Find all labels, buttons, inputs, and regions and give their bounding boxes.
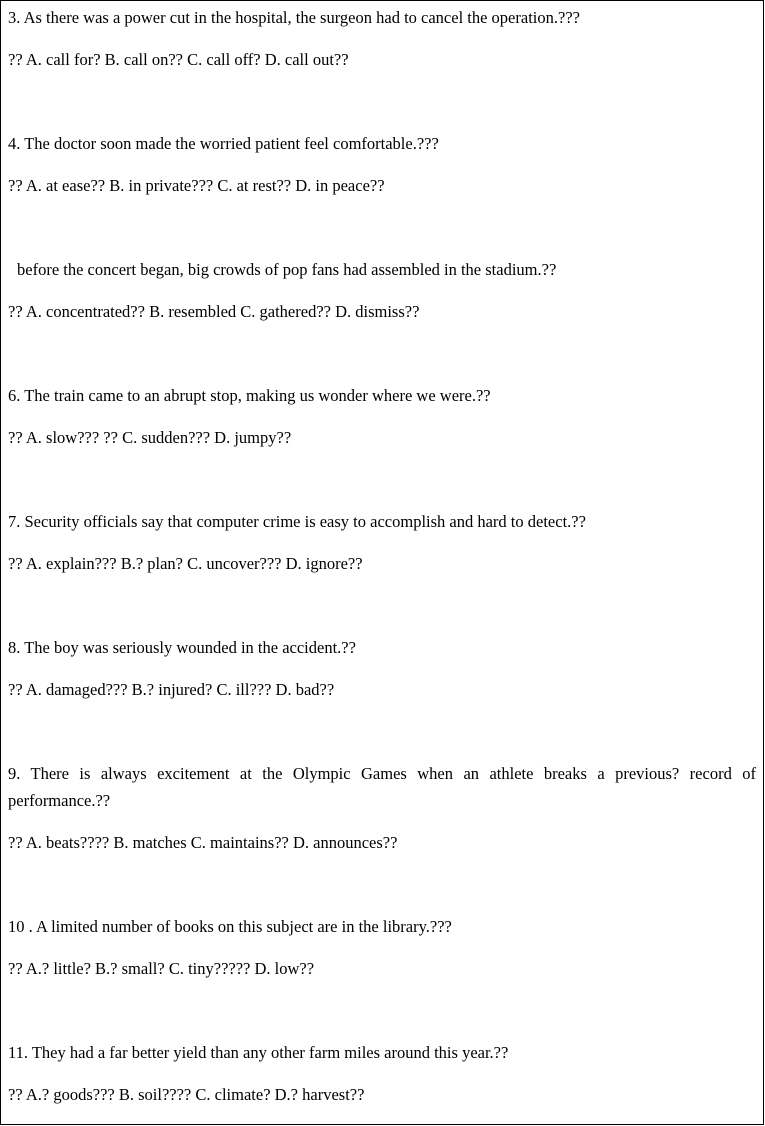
question-5 — [8, 256, 756, 325]
question-6 — [8, 382, 756, 451]
question-options: ?? A. explain??? B.? plan? C. uncover??? D. ignore?? — [8, 554, 363, 573]
question-options: ?? A. beats???? B. matches C. maintains?? D. announces?? — [8, 833, 398, 852]
question-stem: 10 . A limited number of books on this subject are in the library.??? — [8, 917, 452, 936]
question-stem: 6. The train came to an abrupt stop, making us wonder where we were.?? — [8, 386, 491, 405]
question-options: ?? A. slow??? ?? C. sudden??? D. jumpy?? — [8, 428, 292, 447]
question-3 — [8, 4, 756, 73]
question-stem: 9. There is always excitement at the Olympic Games when an athlete breaks a previous? record of performance.?? — [8, 764, 756, 810]
question-options: ?? A. damaged??? B.? injured? C. ill??? D. bad?? — [8, 680, 335, 699]
question-stem: 7. Security officials say that computer crime is easy to accomplish and hard to detect.?? — [8, 512, 586, 531]
question-8 — [8, 634, 756, 703]
question-stem: before the concert began, big crowds of pop fans had assembled in the stadium.?? — [17, 260, 557, 279]
question-7 — [8, 508, 756, 577]
question-4 — [8, 130, 756, 199]
question-10 — [8, 913, 756, 982]
question-options: ?? A.? little? B.? small? C. tiny????? D. low?? — [8, 959, 315, 978]
question-stem: 4. The doctor soon made the worried patient feel comfortable.??? — [8, 134, 439, 153]
question-9 — [8, 760, 756, 856]
question-options: ?? A. call for? B. call on?? C. call off? D. call out?? — [8, 50, 349, 69]
question-options: ?? A. concentrated?? B. resembled C. gathered?? D. dismiss?? — [8, 302, 420, 321]
question-options: ?? A.? goods??? B. soil???? C. climate? D.? harvest?? — [8, 1085, 365, 1104]
question-11 — [8, 1039, 756, 1108]
question-stem: 3. As there was a power cut in the hospital, the surgeon had to cancel the operation.??? — [8, 8, 580, 27]
question-stem: 11. They had a far better yield than any other farm miles around this year.?? — [8, 1043, 509, 1062]
question-stem: 8. The boy was seriously wounded in the accident.?? — [8, 638, 356, 657]
question-options: ?? A. at ease?? B. in private??? C. at rest?? D. in peace?? — [8, 176, 385, 195]
